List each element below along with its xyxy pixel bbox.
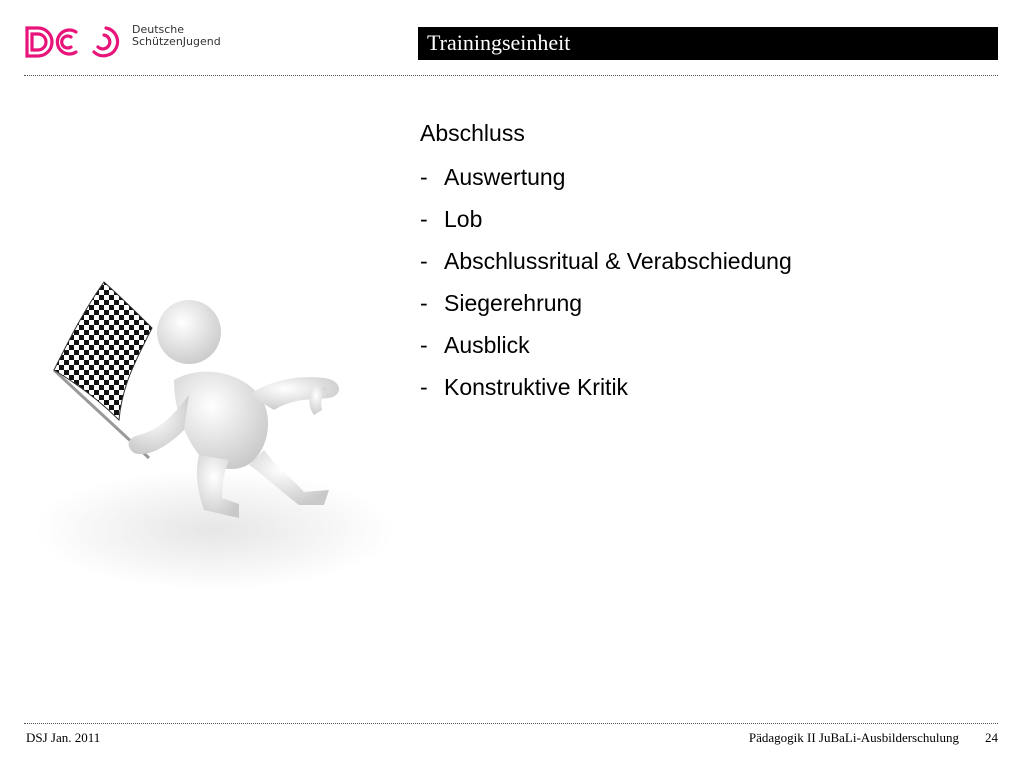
list-item xyxy=(420,163,980,205)
slide-title: Trainingseinheit xyxy=(418,27,998,60)
bullet-list xyxy=(420,163,980,415)
logo-line1: Deutsche xyxy=(132,23,185,36)
bottom-divider xyxy=(24,723,998,724)
page-number: 24 xyxy=(985,730,998,745)
list-item xyxy=(420,331,980,373)
bullet-dash: - xyxy=(420,248,428,274)
list-item xyxy=(420,247,980,289)
section-heading: Abschluss xyxy=(420,120,525,146)
list-item-text: Lob xyxy=(444,206,483,232)
list-item xyxy=(420,373,980,415)
footer-course: Pädagogik II JuBaLi-Ausbilderschulung xyxy=(748,730,959,745)
bullet-dash: - xyxy=(420,206,428,232)
list-item-text: Auswertung xyxy=(444,164,566,190)
figure-with-checkered-flag-icon xyxy=(24,270,394,595)
list-item xyxy=(420,289,980,331)
top-divider xyxy=(24,75,998,76)
bullet-dash: - xyxy=(420,164,428,190)
list-item-text: Abschlussritual & Verabschiedung xyxy=(444,248,792,274)
logo-line2: SchützenJugend xyxy=(132,35,221,48)
list-item-text: Konstruktive Kritik xyxy=(444,374,629,400)
footer-date: DSJ Jan. 2011 xyxy=(26,730,101,745)
list-item-text: Siegerehrung xyxy=(444,290,583,316)
bullet-dash: - xyxy=(420,332,428,358)
list-item-text: Ausblick xyxy=(444,332,530,358)
bullet-dash: - xyxy=(420,290,428,316)
slide-content xyxy=(420,119,980,415)
footer-info xyxy=(749,730,998,746)
bullet-dash: - xyxy=(420,374,428,400)
logo-wordmark xyxy=(132,24,221,48)
list-item xyxy=(420,205,980,247)
